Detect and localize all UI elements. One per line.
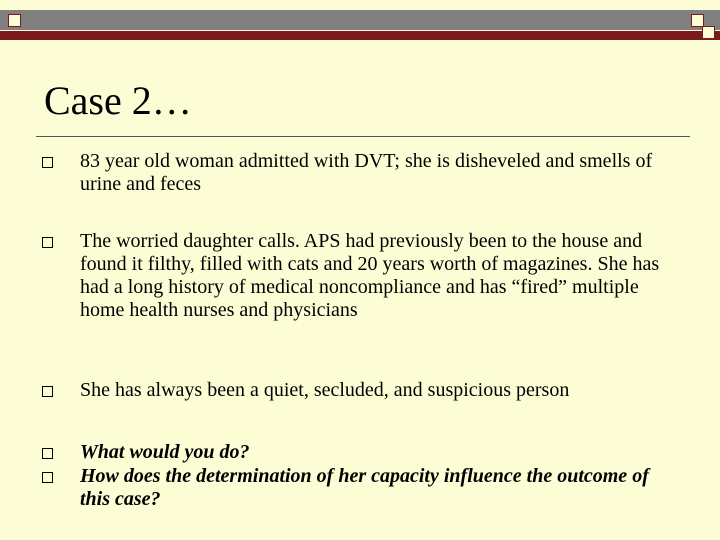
bullet-text: She has always been a quiet, secluded, and suspicious person xyxy=(80,379,570,401)
hollow-square-icon xyxy=(42,157,53,168)
bullet-text: The worried daughter calls. APS had previously been to the house and found it filthy, filled with cats and 20 years worth of magazines. She has had a long history of medical noncompliance and has “fired” multiple home health nurses and physicians xyxy=(80,230,660,321)
question-text: What would you do? xyxy=(80,441,250,463)
hollow-square-icon xyxy=(42,386,53,397)
slide-title: Case 2… xyxy=(44,78,192,123)
hollow-square-icon xyxy=(42,237,53,248)
bullet-text: 83 year old woman admitted with DVT; she is disheveled and smells of urine and feces xyxy=(80,150,653,195)
hollow-square-icon xyxy=(42,448,53,459)
question-text: How does the determination of her capacity influence the outcome of this case? xyxy=(80,465,649,510)
hollow-square-icon xyxy=(42,472,53,483)
